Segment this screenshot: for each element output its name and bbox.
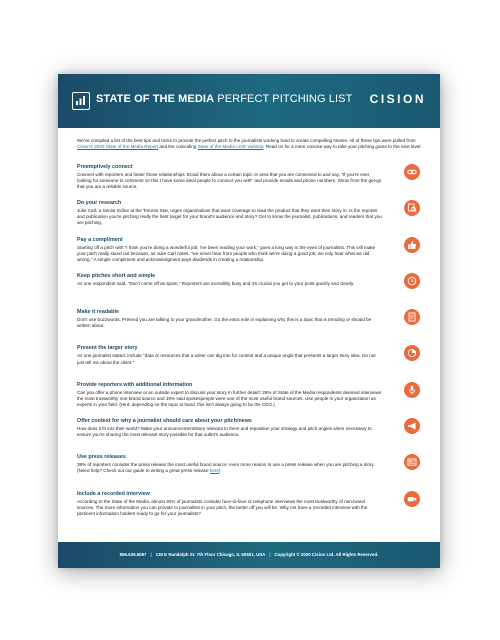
press-release-guide-link[interactable]: here	[209, 468, 219, 474]
footer-address: 130 E Randolph St. 7th Floor Chicago, IL 60601, USA	[155, 552, 266, 557]
document-icon	[404, 309, 420, 325]
tip-body: Connect with reporters and foster those relationships. Email them about a certain topic or area that you are connected to and say, "If you're ever looking for someone to comment on this I have some ideal people to connect you with" and provide emails and phone numbers. Show from the get-go that you are a reliable source.	[77, 172, 382, 190]
megaphone-icon	[404, 418, 420, 434]
tip-body: As one respondent said, "Don't come off as spam." Reporters are incredibly busy and it's crucial you get to your point quickly and clearly.	[77, 280, 355, 286]
tips-list	[77, 164, 422, 527]
intro-text: and the coinciding	[158, 144, 198, 150]
tip-body: Can you offer a phone interview or an outside expert to discuss your story in further detail? 28% of State of the Media respondents deemed interviews the most trustworthy non-brand source and 19% said spokespeople were one of the most useful brand sources. Use people in your organization as experts in your field. (Hint: depending on the topic at hand, this isn't always going to be the CEO.)	[77, 389, 382, 407]
tip-body	[77, 462, 382, 474]
tip-title: Use press releases	[77, 454, 126, 461]
tip-body: Don't use buzzwords. Pretend you are talking to your grandmother. Go the extra mile in explaining why this is a topic that is trending or should be written about.	[77, 317, 372, 329]
link-icon	[404, 164, 420, 180]
tip-item	[77, 418, 422, 454]
tip-title: Present the larger story	[77, 345, 138, 352]
intro-paragraph	[77, 138, 423, 151]
tip-title: Offer context for why a journalist should care about your pitch/news	[77, 418, 252, 425]
tip-body-text: )	[219, 468, 221, 474]
title-rest: PERFECT PITCHING LIST	[214, 93, 353, 105]
tip-title: Make it readable	[77, 309, 119, 316]
tip-title: Keep pitches short and simple	[77, 272, 156, 279]
title-bold: STATE OF THE MEDIA	[96, 93, 215, 105]
footer-separator: |	[150, 552, 152, 557]
microphone-icon	[404, 382, 420, 398]
tip-item	[77, 345, 422, 381]
webinar-link[interactable]: State of the Media LIVE webinar	[197, 144, 264, 150]
tip-item	[77, 273, 422, 309]
document-title	[96, 93, 352, 105]
newspaper-icon	[404, 454, 420, 470]
footer-separator: |	[269, 552, 271, 557]
presentation-icon	[72, 92, 90, 110]
tip-body: Starting off a pitch with "I think you're doing a wonderful job; I've been reading your work," goes a long way in the eyes of journalists. This will make your pitch really stand out because, as Julie Carl notes, "we never hear from people who think we're doing a good job; we only hear what we did wrong." A simple compliment and acknowledgment pays dividends in creating a relationship.	[77, 244, 376, 262]
tip-item	[77, 491, 422, 527]
tip-item	[77, 237, 422, 273]
document-header	[58, 74, 440, 128]
tip-body: Julie Carl, a Senior Editor at the Toronto Star, urges organizations that want coverage to read the product that they want their story in. Is the reporter and publication you're pitching really the best target for your brand's audience and story? Get to know the journalist, publications, and readers that you are pitching.	[77, 208, 382, 226]
tip-item	[77, 454, 422, 490]
tip-body: How does it fit into their world? Make your announcement/story relevant to them and reposition your strategy and pitch angles when necessary to ensure you're sharing the most relevant story possible for that outlet's audience.	[77, 426, 372, 438]
intro-text: We've compiled a list of the best tips and tricks to provide the perfect pitch to the journalists working hard to create compelling stories. All of these tips were pulled from	[77, 138, 416, 143]
tip-body: According to the State of the Media, almost 30% of journalists consider face-to-face or telephone interviews the most trustworthy of non-brand sources. The more information you can provide to journalists in your pitch, the better off you will be. Why not have a recorded interview with the pertinent information holders ready to go for your journalists?	[77, 498, 368, 516]
tip-body-text: 38% of reporters consider the press release the most useful brand source; even more reason to use a press release when you are pitching a story. (Need help? Check out our guide to writing a great press release	[77, 462, 375, 474]
video-icon	[404, 491, 420, 507]
tip-title: Do your research	[77, 200, 122, 207]
tip-item	[77, 200, 422, 236]
document-footer	[58, 542, 440, 568]
footer-copyright: Copyright © 2020 Cision Ltd. All Rights Reserved.	[274, 552, 379, 557]
footer-phone: 866.639.5087	[119, 552, 147, 557]
document-page	[58, 74, 440, 568]
thumbs-up-icon	[404, 237, 420, 253]
tip-title: Include a recorded interview	[77, 490, 150, 497]
tip-title: Pay a compliment	[77, 236, 123, 243]
tip-body: As one journalist stated, include "data or resources that a writer can dig into for context and a unique angle that presents a larger story idea. Do not just tell me about the client."	[77, 353, 376, 365]
clock-icon	[404, 273, 420, 289]
intro-text: . Read on for a more concise way to take your pitching game to the next level.	[263, 144, 422, 150]
tip-item	[77, 164, 422, 200]
tip-item	[77, 309, 422, 345]
tip-title: Provide reporters with additional information	[77, 381, 193, 388]
cision-logo: CISION	[369, 92, 426, 106]
tip-item	[77, 382, 422, 418]
research-icon	[404, 200, 420, 216]
report-link[interactable]: Cision's 2020 State of the Media Report	[77, 144, 159, 150]
tip-title: Preemptively connect	[77, 164, 133, 170]
footer-contact	[58, 552, 440, 557]
chart-icon	[404, 345, 420, 361]
